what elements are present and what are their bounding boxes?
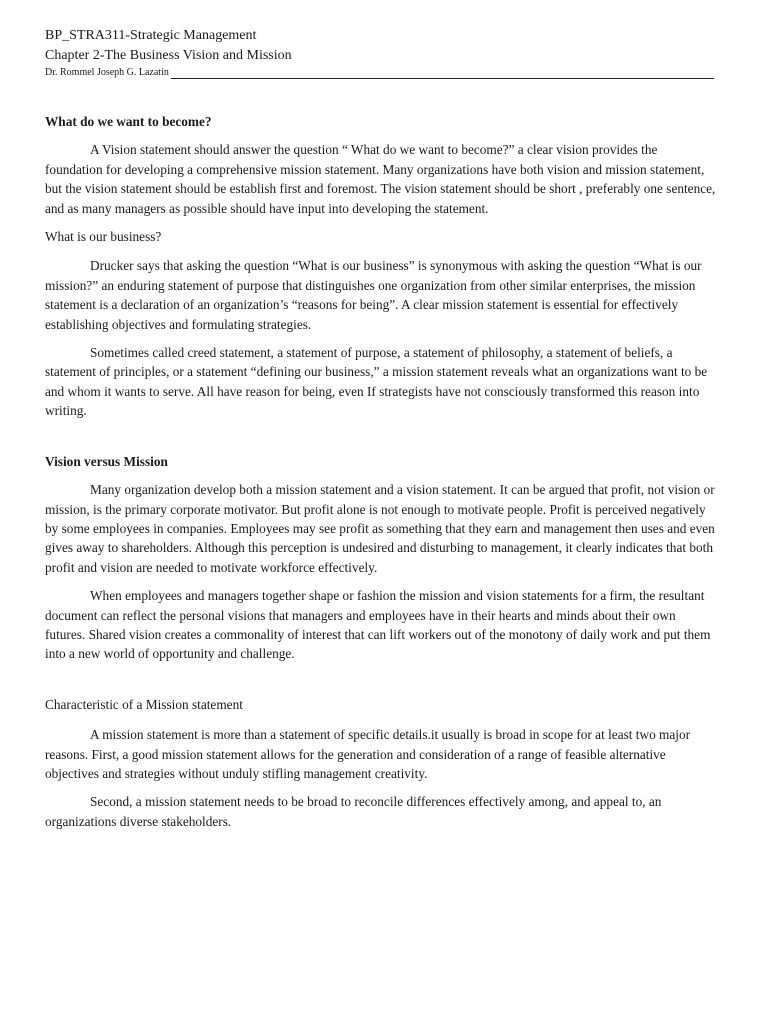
heading-vision-versus-mission: Vision versus Mission bbox=[45, 453, 168, 469]
document-body bbox=[45, 112, 717, 831]
document-header bbox=[45, 26, 714, 80]
course-title: BP_STRA311-Strategic Management bbox=[45, 28, 257, 43]
paragraph-stakeholders: Second, a mission statement needs to be broad to reconcile differences effectively among, and appeal to, an organizations diverse stakeholders. bbox=[45, 794, 662, 829]
heading-what-do-we-want-to-become: What do we want to become? bbox=[45, 114, 212, 129]
chapter-title: Chapter 2-The Business Vision and Mission bbox=[45, 47, 292, 63]
paragraph-creed-statement: Sometimes called creed statement, a statement of purpose, a statement of philosophy, a statement of beliefs, a statement of principles, or a statement “defining our business,” a mission statement reveals what an organizations want to be and whom it wants to serve. All have reason for being, even If strategists have not consciously transformed this reason into writing. bbox=[45, 345, 708, 419]
paragraph-broad-scope: A mission statement is more than a statement of specific details.it usually is broad in scope for at least two major reasons. First, a good mission statement allows for the generation and consideration of a range of feasible alternative objectives and strategies without unduly stifling management creativity. bbox=[45, 727, 691, 781]
paragraph-shared-vision: When employees and managers together shape or fashion the mission and vision statements for a firm, the resultant document can reflect the personal visions that managers and employees have in their hearts and minds about their own futures. Shared vision creates a commonality of interest that can lift workers out of the monotony of daily work and put them into a new world of opportunity and challenge. bbox=[45, 588, 711, 662]
author-line bbox=[45, 66, 714, 80]
heading-characteristic-of-mission: Characteristic of a Mission statement bbox=[45, 696, 243, 712]
paragraph-profit-motivator: Many organization develop both a mission statement and a vision statement. It can be argued that profit, not vision or mission, is the primary corporate motivator. But profit alone is not enough to motivate people. Profit is perceived negatively by some employees in companies. Employees may see profit as something that they earn and management then uses and even gives away to shareholders. Although this perception is undesired and disturbing to management, it clearly indicates that both profit and vision are needed to motivate workforce effectively. bbox=[45, 482, 715, 575]
author-name: Dr. Rommel Joseph G. Lazatin bbox=[45, 67, 169, 78]
paragraph-drucker: Drucker says that asking the question “What is our business” is synonymous with asking the question “What is our mission?” an enduring statement of purpose that distinguishes one organization from other similar enterprises, the mission statement is a declaration of an organization’s “reasons for being”. A clear mission statement is essential for effectively establishing objectives and formulating strategies. bbox=[45, 258, 702, 332]
paragraph-vision-statement: A Vision statement should answer the question “ What do we want to become?” a clear vision provides the foundation for developing a comprehensive mission statement. Many organizations have both vision and mission statement, but the vision statement should be establish first and foremost. The vision statement should be short , preferably one sentence, and as many managers as possible should have input into developing the statement. bbox=[45, 142, 716, 216]
heading-what-is-our-business: What is our business? bbox=[45, 229, 162, 245]
